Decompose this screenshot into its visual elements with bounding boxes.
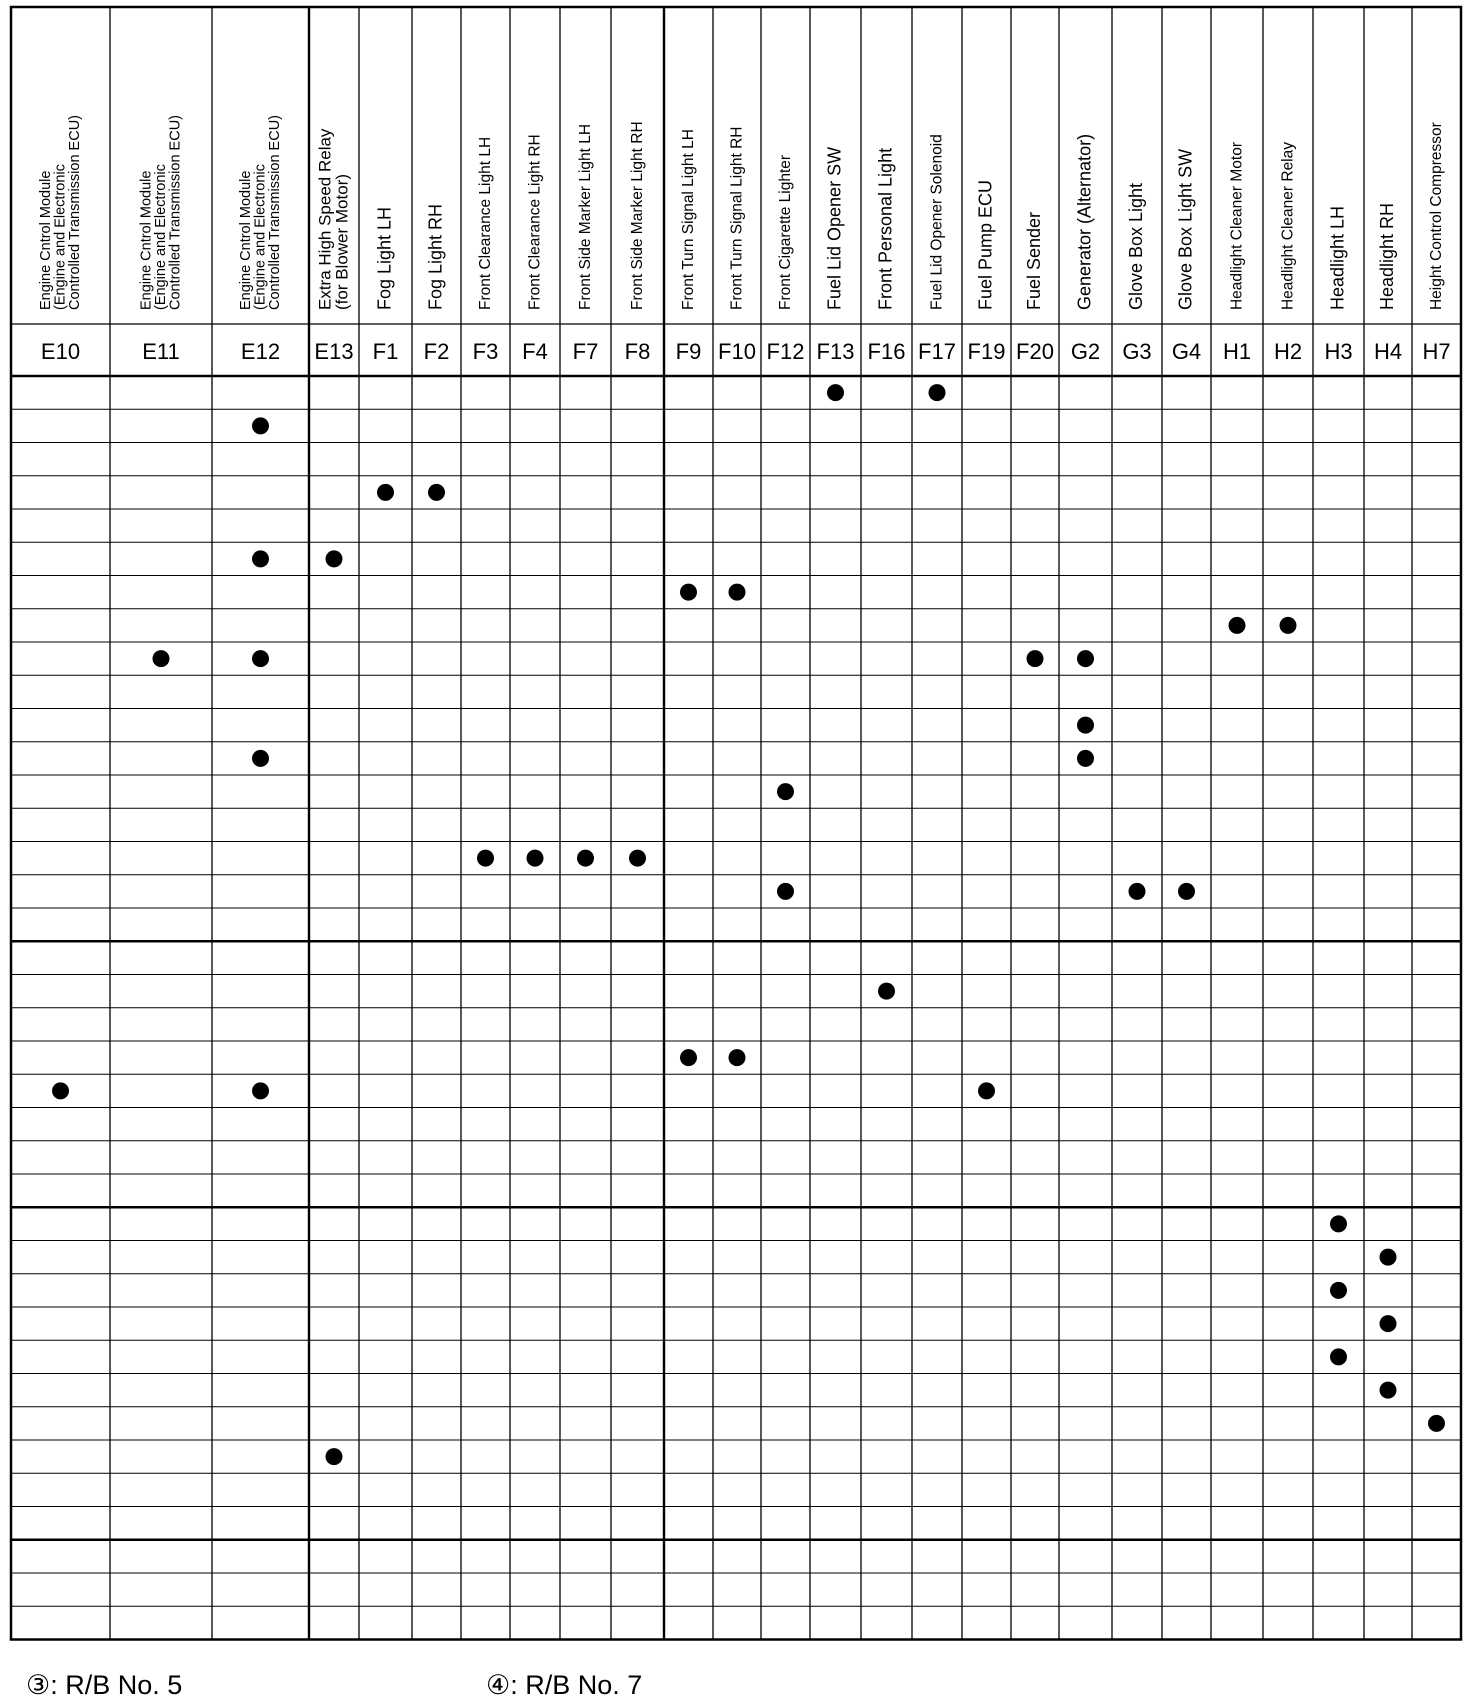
column-code-e13: E13 — [314, 339, 354, 364]
connection-dot-f1-row-3 — [377, 484, 394, 501]
connection-dot-e12-row-11 — [252, 750, 269, 767]
column-name-f13: Fuel Lid Opener SW — [824, 146, 845, 310]
column-code-f4: F4 — [522, 339, 548, 364]
connection-dot-h3-row-25 — [1330, 1215, 1347, 1232]
column-name-f10: Front Turn Signal Light RH — [728, 126, 746, 310]
connection-dot-f17-row-0 — [929, 384, 946, 401]
connection-dot-f9-row-20 — [680, 1049, 697, 1066]
connection-dot-h4-row-26 — [1380, 1249, 1397, 1266]
connection-dot-h4-row-30 — [1380, 1382, 1397, 1399]
column-name-f7: Front Side Marker Light LH — [576, 123, 594, 310]
connection-dot-f3-row-14 — [477, 850, 494, 867]
column-code-f12: F12 — [766, 339, 805, 364]
column-name-f16: Front Personal Light — [875, 147, 896, 310]
connection-dot-e13-row-32 — [326, 1448, 343, 1465]
column-name-g2: Generator (Alternator) — [1074, 133, 1095, 310]
connection-dot-h4-row-28 — [1380, 1315, 1397, 1332]
column-code-g4: G4 — [1171, 339, 1202, 364]
column-code-f1: F1 — [372, 339, 399, 364]
connection-dot-f4-row-14 — [527, 850, 544, 867]
column-name-h7: Height Control Compressor — [1427, 122, 1445, 310]
column-code-h2: H2 — [1273, 339, 1303, 364]
column-name-e12: Controlled Transmission ECU) — [267, 114, 284, 310]
connection-dot-f7-row-14 — [577, 850, 594, 867]
column-code-f17: F17 — [918, 339, 956, 364]
column-code-e10: E10 — [40, 339, 81, 364]
connection-dot-h2-row-7 — [1280, 617, 1297, 634]
column-name-e10: (Engine and Electronic — [52, 164, 69, 310]
column-code-f13: F13 — [816, 339, 855, 364]
column-code-f20: F20 — [1016, 339, 1054, 364]
connection-dot-f2-row-3 — [428, 484, 445, 501]
column-code-g3: G3 — [1122, 339, 1152, 364]
column-name-e10: Engine Cntrol Module — [38, 170, 55, 310]
column-name-f12: Front Cigarette Lighter — [776, 154, 794, 310]
column-code-f16: F16 — [867, 339, 906, 364]
column-name-h3: Headlight LH — [1327, 205, 1348, 310]
column-name-h1: Headlight Cleaner Motor — [1228, 141, 1246, 310]
column-name-e13: Extra High Speed Relay — [315, 128, 335, 310]
column-code-f2: F2 — [423, 339, 450, 364]
column-name-e12: Engine Cntrol Module — [238, 170, 255, 310]
connection-dot-e12-row-1 — [252, 417, 269, 434]
column-name-e11: (Engine and Electronic — [153, 164, 170, 310]
connection-dot-f12-row-15 — [777, 883, 794, 900]
column-code-h1: H1 — [1222, 339, 1252, 364]
column-name-f1: Fog Light LH — [374, 206, 395, 310]
column-name-g3: Glove Box Light — [1126, 182, 1147, 310]
connection-dot-f16-row-18 — [878, 983, 895, 1000]
connection-dot-e11-row-8 — [153, 650, 170, 667]
column-code-e12: E12 — [240, 339, 281, 364]
column-name-g4: Glove Box Light SW — [1175, 148, 1196, 310]
column-code-f3: F3 — [472, 339, 499, 364]
column-code-f9: F9 — [675, 339, 702, 364]
column-name-f17: Fuel Lid Opener Solenoid — [928, 134, 946, 310]
column-name-f20: Fuel Sender — [1024, 211, 1045, 310]
column-name-f4: Front Clearance Light RH — [526, 134, 544, 310]
column-name-h4: Headlight RH — [1377, 202, 1398, 310]
column-name-f8: Front Side Marker Light RH — [628, 121, 646, 310]
column-name-e11: Controlled Transmission ECU) — [167, 114, 184, 310]
connection-dot-f10-row-20 — [729, 1049, 746, 1066]
connection-dot-g3-row-15 — [1129, 883, 1146, 900]
connection-dot-g2-row-8 — [1077, 650, 1094, 667]
column-name-e10: Controlled Transmission ECU) — [67, 114, 84, 310]
column-code-f7: F7 — [572, 339, 599, 364]
connection-dot-h7-row-31 — [1428, 1415, 1445, 1432]
connection-dot-h3-row-27 — [1330, 1282, 1347, 1299]
connection-dot-g2-row-11 — [1077, 750, 1094, 767]
connection-dot-f20-row-8 — [1027, 650, 1044, 667]
column-code-f19: F19 — [967, 339, 1006, 364]
connection-dot-e12-row-21 — [252, 1082, 269, 1099]
connection-dot-e10-row-21 — [52, 1082, 69, 1099]
connection-dot-h3-row-29 — [1330, 1348, 1347, 1365]
column-code-h7: H7 — [1422, 339, 1451, 364]
column-code-e11: E11 — [142, 339, 180, 364]
connection-dot-e12-row-5 — [252, 550, 269, 567]
footnote-rb7: ④: R/B No. 7 — [486, 1670, 643, 1700]
column-code-f10: F10 — [718, 339, 756, 364]
column-name-f2: Fog Light RH — [425, 203, 446, 310]
column-code-f8: F8 — [624, 339, 651, 364]
connection-dot-f9-row-6 — [680, 584, 697, 601]
column-name-e13: (for Blower Motor) — [332, 173, 352, 310]
column-name-h2: Headlight Cleaner Relay — [1279, 141, 1297, 310]
connection-dot-f10-row-6 — [729, 584, 746, 601]
column-code-g2: G2 — [1070, 339, 1101, 364]
connection-dot-g4-row-15 — [1178, 883, 1195, 900]
column-code-h3: H3 — [1324, 339, 1353, 364]
column-name-f9: Front Turn Signal Light LH — [679, 129, 697, 310]
column-name-e11: Engine Cntrol Module — [138, 170, 155, 310]
connection-dot-h1-row-7 — [1229, 617, 1246, 634]
connection-dot-e12-row-8 — [252, 650, 269, 667]
footnote-rb5: ③: R/B No. 5 — [26, 1670, 183, 1700]
column-name-f3: Front Clearance Light LH — [476, 136, 494, 310]
connection-dot-f8-row-14 — [629, 850, 646, 867]
column-name-f19: Fuel Pump ECU — [975, 179, 996, 310]
connection-dot-f13-row-0 — [827, 384, 844, 401]
column-code-h4: H4 — [1373, 339, 1403, 364]
connection-dot-e13-row-5 — [326, 550, 343, 567]
connection-dot-f12-row-12 — [777, 783, 794, 800]
connection-dot-f19-row-21 — [978, 1082, 995, 1099]
column-name-e12: (Engine and Electronic — [252, 164, 269, 310]
connection-dot-g2-row-10 — [1077, 717, 1094, 734]
